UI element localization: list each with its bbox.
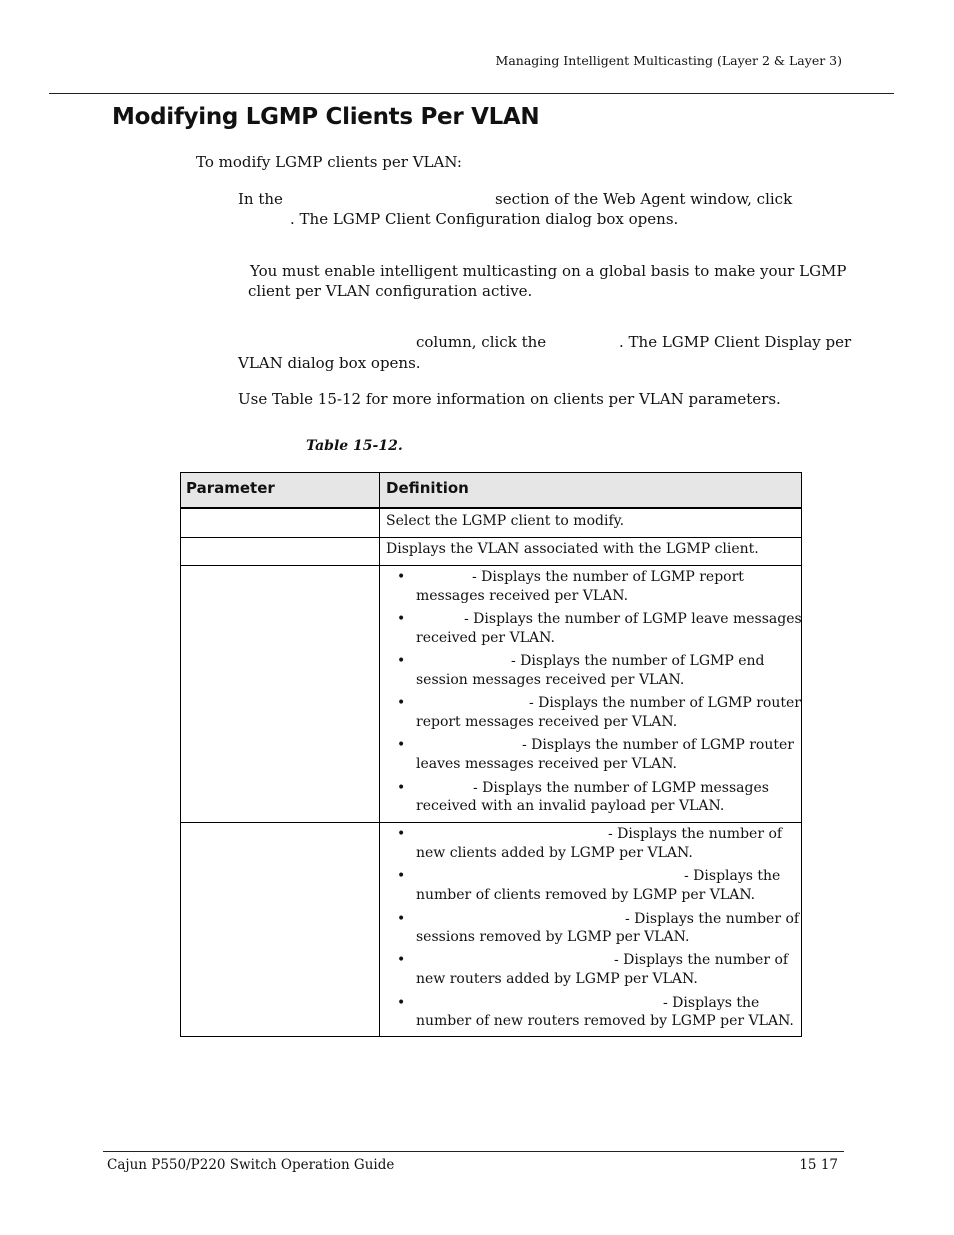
row-divider — [181, 537, 801, 538]
note-text-line2: client per VLAN configuration active. — [248, 282, 533, 300]
bullet-icon: • — [397, 911, 406, 927]
bullet-icon: • — [397, 780, 406, 796]
row3-bullet1-def: - Displays the number of LGMP report — [472, 569, 744, 585]
row4-bullet3-def: - Displays the number of — [625, 911, 800, 927]
row4-bullet1-cont: new clients added by LGMP per VLAN. — [416, 845, 693, 861]
row3-bullet2-def: - Displays the number of LGMP leave messages — [464, 611, 802, 627]
bullet-icon: • — [397, 952, 406, 968]
note-text-line1: You must enable intelligent multicasting on a global basis to make your LGMP — [250, 262, 847, 280]
header-parameter: Parameter — [186, 479, 275, 497]
row4-bullet2-def: - Displays the — [684, 868, 781, 884]
row3-bullet6-def: - Displays the number of LGMP messages — [473, 780, 769, 796]
row2-definition: Displays the VLAN associated with the LGMP client. — [386, 541, 759, 557]
step2-text-line2: VLAN dialog box opens. — [238, 354, 421, 372]
row-divider — [181, 565, 801, 566]
bullet-icon: • — [397, 569, 406, 585]
row3-bullet3-cont: session messages received per VLAN. — [416, 672, 685, 688]
header-definition: Definition — [386, 479, 469, 497]
row3-bullet4-def: - Displays the number of LGMP router — [529, 695, 801, 711]
row3-bullet5-def: - Displays the number of LGMP router — [522, 737, 794, 753]
running-header: Managing Intelligent Multicasting (Layer 2 & Layer 3) — [495, 53, 842, 68]
step2-text-end: . The LGMP Client Display per — [619, 333, 852, 351]
footer-rule — [103, 1151, 844, 1152]
step1-text-start: In the — [238, 190, 283, 208]
row4-bullet5-def: - Displays the — [663, 995, 760, 1011]
row3-bullet1-cont: messages received per VLAN. — [416, 588, 629, 604]
row-divider — [181, 822, 801, 823]
row4-bullet3-cont: sessions removed by LGMP per VLAN. — [416, 929, 690, 945]
row4-bullet1-def: - Displays the number of — [608, 826, 783, 842]
column-divider — [379, 473, 380, 1036]
footer-book-title: Cajun P550/P220 Switch Operation Guide — [107, 1157, 395, 1173]
step1-text-end: section of the Web Agent window, click — [495, 190, 793, 208]
bullet-icon: • — [397, 868, 406, 884]
table-caption: Table 15-12. — [306, 438, 403, 454]
row3-bullet2-cont: received per VLAN. — [416, 630, 555, 646]
parameter-table — [180, 472, 802, 1037]
bullet-icon: • — [397, 653, 406, 669]
row3-bullet5-cont: leaves messages received per VLAN. — [416, 756, 677, 772]
bullet-icon: • — [397, 695, 406, 711]
bullet-icon: • — [397, 611, 406, 627]
row3-bullet4-cont: report messages received per VLAN. — [416, 714, 678, 730]
table-reference-text: Use Table 15-12 for more information on clients per VLAN parameters. — [238, 390, 781, 408]
header-rule — [49, 93, 894, 94]
step1-text-line2: . The LGMP Client Configuration dialog box opens. — [290, 210, 679, 228]
row4-bullet5-cont: number of new routers removed by LGMP per VLAN. — [416, 1013, 794, 1029]
intro-text: To modify LGMP clients per VLAN: — [196, 153, 462, 171]
row4-bullet4-cont: new routers added by LGMP per VLAN. — [416, 971, 698, 987]
bullet-icon: • — [397, 826, 406, 842]
row3-bullet3-def: - Displays the number of LGMP end — [511, 653, 765, 669]
footer-page-number: 15 17 — [799, 1157, 838, 1173]
row4-bullet4-def: - Displays the number of — [614, 952, 789, 968]
bullet-icon: • — [397, 737, 406, 753]
bullet-icon: • — [397, 995, 406, 1011]
row1-definition: Select the LGMP client to modify. — [386, 513, 625, 529]
section-title: Modifying LGMP Clients Per VLAN — [112, 104, 540, 130]
step2-text-mid: column, click the — [416, 333, 547, 351]
row4-bullet2-cont: number of clients removed by LGMP per VLAN. — [416, 887, 756, 903]
row3-bullet6-cont: received with an invalid payload per VLAN. — [416, 798, 725, 814]
